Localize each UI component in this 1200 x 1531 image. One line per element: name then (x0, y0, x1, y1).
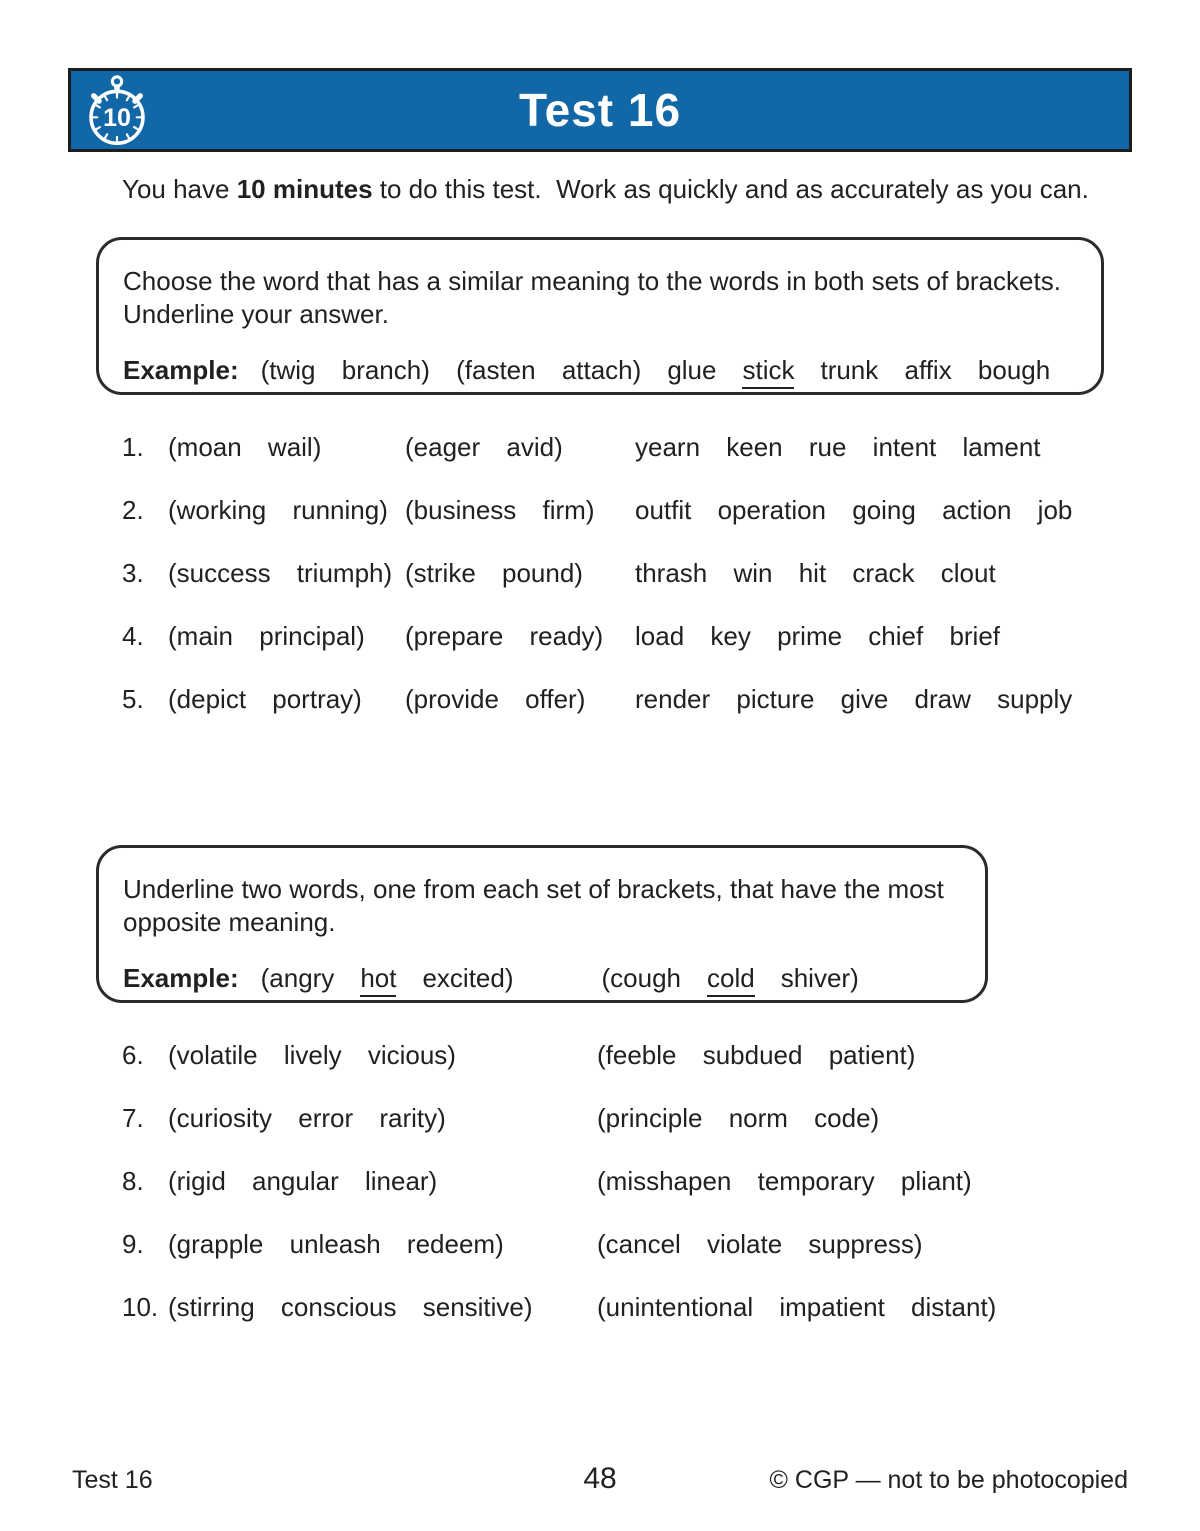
instructions-line: Choose the word that has a similar meaning to the words in both sets of brackets. (123, 266, 1061, 296)
example-bracket-close-2: shiver) (780, 963, 859, 993)
intro-post: to do this test. Work as quickly and as accurately as you can. (372, 174, 1089, 204)
example-bracket-close-1: excited) (422, 963, 514, 993)
question-row (122, 1290, 1120, 1324)
bracket-group-2: (cancel violate suppress) (597, 1229, 923, 1259)
example-underlined-answer: cold (707, 963, 755, 997)
answer-options: outfit operation going action job (635, 495, 1073, 525)
question-row (122, 1101, 1120, 1135)
test-title-bar (68, 68, 1132, 152)
bracket-group-2: (provide offer) (405, 684, 586, 714)
question-number: 7. (122, 1103, 144, 1133)
bracket-group-1: (main principal) (168, 621, 365, 651)
question-row (122, 556, 1120, 590)
copyright-notice: © CGP — not to be photocopied (769, 1466, 1128, 1494)
bracket-group-1: (grapple unleash redeem) (168, 1229, 504, 1259)
page-footer (72, 1462, 1128, 1496)
example-bracket-open-2: (cough (601, 963, 682, 993)
bracket-group-1: (working running) (168, 495, 388, 525)
footer-test-label: Test 16 (72, 1466, 153, 1494)
question-row (122, 493, 1120, 527)
example-label: Example: (123, 963, 239, 993)
answer-options: load key prime chief brief (635, 621, 1001, 651)
bracket-group-2: (eager avid) (405, 432, 563, 462)
example-underlined-answer: stick (742, 355, 794, 389)
bracket-group-2: (principle norm code) (597, 1103, 880, 1133)
opposite-meaning-questions (122, 1038, 1120, 1353)
example-brackets: (twig branch) (fasten attach) (260, 355, 642, 385)
question-row (122, 1164, 1120, 1198)
example-label: Example: (123, 355, 239, 385)
bracket-group-1: (moan wail) (168, 432, 322, 462)
bracket-group-1: (curiosity error rarity) (168, 1103, 446, 1133)
bracket-group-1: (rigid angular linear) (168, 1166, 438, 1196)
page-number: 48 (583, 1462, 617, 1495)
question-number: 8. (122, 1166, 144, 1196)
instructions-line: Underline your answer. (123, 299, 389, 329)
instructions-line: Underline two words, one from each set of brackets, that have the most (123, 874, 944, 904)
intro-text (122, 172, 1089, 206)
page-title: Test 16 (518, 84, 682, 136)
question-number: 2. (122, 495, 144, 525)
instructions-line: opposite meaning. (123, 907, 336, 937)
similar-meaning-questions (122, 430, 1120, 745)
bracket-group-2: (unintentional impatient distant) (597, 1292, 997, 1322)
question-number: 4. (122, 621, 144, 651)
bracket-group-2: (business firm) (405, 495, 595, 525)
bracket-group-1: (success triumph) (168, 558, 393, 588)
question-number: 6. (122, 1040, 144, 1070)
question-row (122, 1038, 1120, 1072)
bracket-group-1: (depict portray) (168, 684, 362, 714)
stopwatch-timer-icon (83, 73, 151, 149)
example-word: glue (667, 355, 717, 385)
bracket-group-2: (strike pound) (405, 558, 583, 588)
bracket-group-1: (volatile lively vicious) (168, 1040, 456, 1070)
bracket-group-2: (prepare ready) (405, 621, 604, 651)
answer-options: thrash win hit crack clout (635, 558, 996, 588)
question-row (122, 619, 1120, 653)
example-row (123, 963, 961, 997)
question-number: 10. (122, 1292, 159, 1322)
opposite-meaning-instructions-box (96, 845, 988, 1003)
timer-minutes-label: 10 (103, 104, 131, 133)
intro-time-limit: 10 minutes (236, 174, 373, 204)
bracket-group-2: (misshapen temporary pliant) (597, 1166, 972, 1196)
question-number: 5. (122, 684, 144, 714)
question-row (122, 1227, 1120, 1261)
question-number: 3. (122, 558, 144, 588)
answer-options: render picture give draw supply (635, 684, 1073, 714)
answer-options: yearn keen rue intent lament (635, 432, 1041, 462)
example-bracket-open-1: (angry (260, 963, 335, 993)
example-row (123, 355, 1077, 389)
intro-pre: You have (122, 174, 237, 204)
bracket-group-1: (stirring conscious sensitive) (168, 1292, 533, 1322)
example-words: trunk affix bough (820, 355, 1051, 385)
example-underlined-answer: hot (360, 963, 396, 997)
similar-meaning-instructions-box (96, 237, 1104, 395)
question-number: 1. (122, 432, 144, 462)
bracket-group-2: (feeble subdued patient) (597, 1040, 916, 1070)
question-row (122, 430, 1120, 464)
question-row (122, 682, 1120, 716)
question-number: 9. (122, 1229, 144, 1259)
